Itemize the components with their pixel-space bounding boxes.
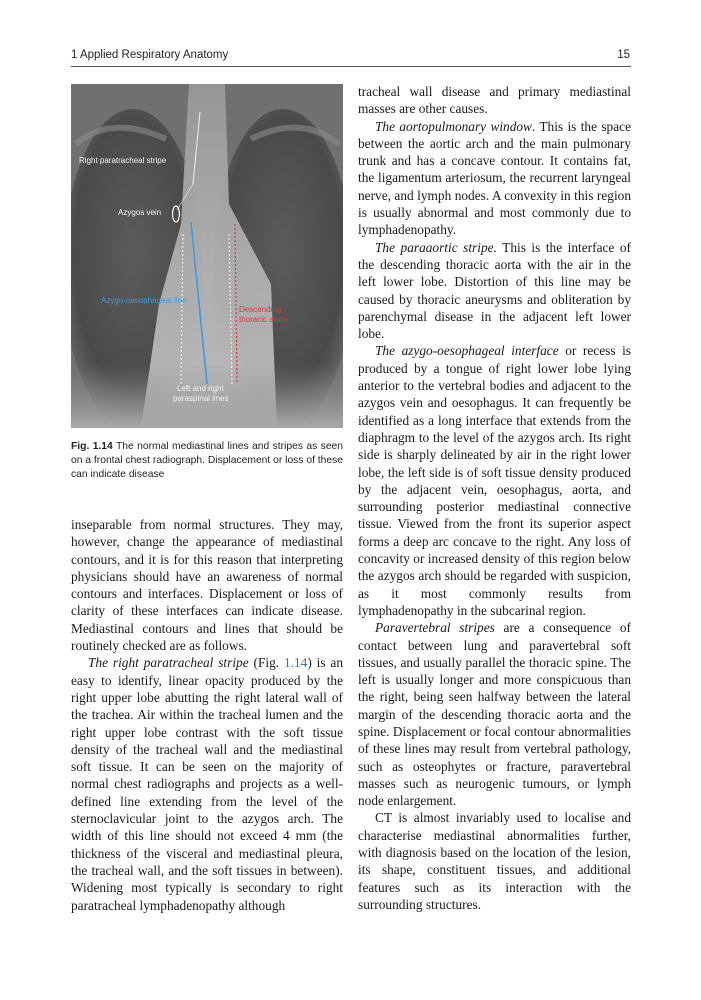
paragraph-body: is an easy to identify, linear opacity produced by the right upper lobe abutting the right lateral wall of the trachea. Air within the tracheal lumen and the right upper lobe contrast with the soft tissue density of the tracheal wall and the mediastinal soft tissue. It can be seen on the majority of normal chest radiographs and projects as a well-defined line extending from the level of the sternoclavicular joint to the azygos arch. The width of this line should not exceed 4 mm (the thickness of the visceral and mediastinal pleura, the tracheal wall, and the soft tissues in between). Widening most typically is secondary to right paratracheal lymphadenopathy although [71,655,343,913]
left-column-text [71,516,343,914]
section-title: Paravertebral stripes [375,620,495,636]
paragraph-body: This is the interface of the descending thoracic aorta with the air in the left lower lobe. Distortion of this line may be caused by thoracic aneurysms and obliteration by parenchymal disease in the adjacent left lower lobe. [358,239,631,342]
paragraph-body: . This is the space between the aortic arch and the main pulmonary trunk and has a concave contour. It contains fat, the ligamentum arteriosum, the recurrent laryngeal nerve, and lymph nodes. A convexity in this region is usually abnormal and most commonly due to lymphadenopathy. [358,118,631,238]
running-header [71,47,630,65]
paragraph-body: or recess is produced by a tongue of right lower lobe lying anterior to the vertebral bodies and adjacent to the azygos vein and oesophagus. It can frequently be identified as a long interface that extends from the diaphragm to the level of the azygos arch. Its right side is sharply delineated by air in the right lower lobe, the left side is of soft tissue density produced by the adjacent vein, oesophagus, aorta, and surrounding posterior mediastinal connective tissue. Viewed from the front its superior aspect forms a deep arc concave to the right. Any loss of concavity or increased density of this region below the azygos arch should be regarded with suspicion, as it most commonly results from lymphadenopathy in the subcarinal region. [358,343,632,618]
label-paraspinal-1: Left and right [177,384,224,393]
caption-label: Fig. 1.14 [71,441,113,452]
ref-close: ) [307,655,312,671]
section-title: The paraaortic stripe. [375,239,497,255]
figure-reference-link[interactable]: 1.14 [283,655,308,671]
paragraph-paraaortic-stripe [358,239,631,343]
paragraph-ct: CT is almost invariably used to localise and characterise mediastinal abnormalities further, with diagnosis based on the location of the lesion, its shape, constituent tissues, and additional features such as its interaction with the surrounding structures. [358,810,631,912]
paragraph-right-paratracheal [71,654,343,913]
figure-caption [71,440,343,482]
section-title: The aortopulmonary window [375,118,532,134]
caption-text: The normal mediastinal lines and stripes as seen on a frontal chest radiograph. Displacement or loss of these can indicate disease [71,441,343,480]
radiograph-image [71,84,343,428]
label-paraspinal-2: paraspinal lines [173,394,229,403]
label-descending-aorta-2: thoracic aorta [239,315,288,324]
label-azygo-oesophageal-line: Azygo-oesophageal line [101,296,187,305]
ref-open: (Fig. [248,655,284,671]
label-right-paratracheal-stripe: Right paratracheal stripe [79,156,167,165]
paragraph-aortopulmonary-window [358,118,631,239]
header-rule [71,66,631,67]
paragraph-paravertebral [358,619,631,809]
section-title: The right paratracheal stripe [88,655,249,671]
paragraph: inseparable from normal structures. They may, however, change the appearance of mediastinal contours, and it is for this reason that interpreting physicians should have an awareness of normal contours and interfaces. Displacement or loss of clarity of these interfaces can indicate disease. Mediastinal contours and lines that should be routinely checked are as follows. [71,517,343,654]
right-column-text [358,83,631,913]
paragraph-body: are a consequence of contact between lung and paravertebral soft tissues, and usually parallel the thoracic spine. The left is usually longer and more conspicuous than the right, being seen halfway between the lateral margin of the descending thoracic aorta and the spine. Displacement or focal contour abnormalities of these lines may result from vertebral pathology, such as osteophytes or fracture, paravertebral masses such as neurogenic tumours, or lymph node enlargement. [358,620,631,809]
chest-radiograph-figure [71,84,343,428]
label-azygos-vein: Azygos vein [118,208,162,217]
page-number: 15 [617,49,630,61]
label-descending-aorta-1: Descending [239,305,282,314]
paragraph-azygo-oesophageal [358,342,631,619]
section-title: The azygo-oesophageal interface [375,343,559,359]
paragraph: tracheal wall disease and primary mediastinal masses are other causes. [358,84,631,117]
chapter-title: 1 Applied Respiratory Anatomy [71,49,229,61]
